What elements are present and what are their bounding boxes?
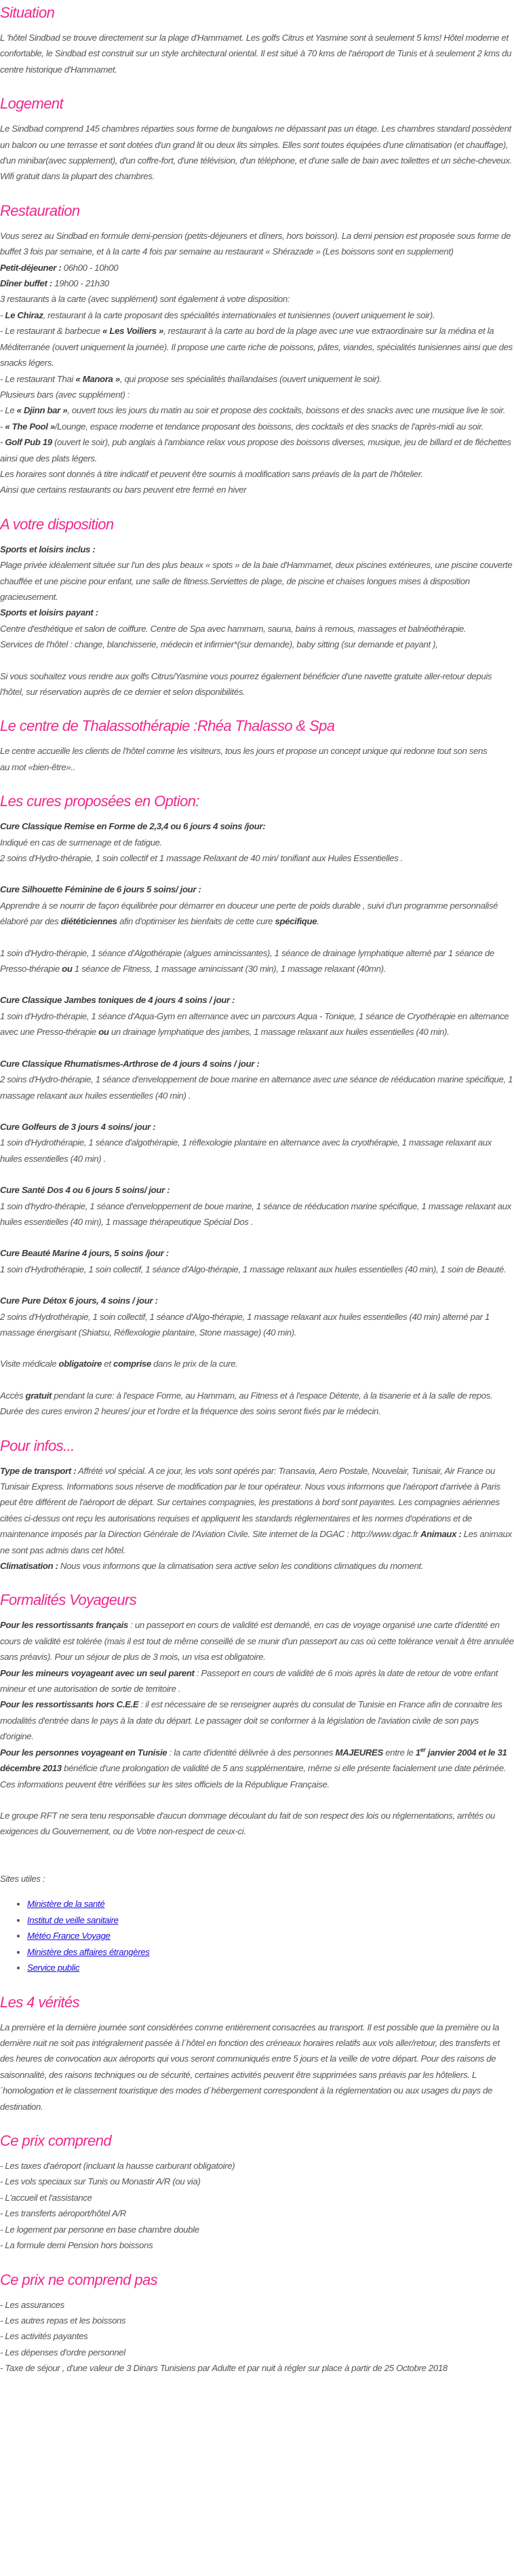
cure-name: Cure Classique Remise en Forme de 2,3,4 ou 6 jours 4 soins /jour: (0, 821, 266, 832)
cure-name: Cure Pure Détox 6 jours, 4 soins / jour : (0, 1295, 158, 1306)
paid-label (0, 605, 514, 620)
paid-label-text: Sports et loisirs payant : (0, 607, 98, 618)
useful-sites-list (0, 1896, 514, 1976)
list-item (27, 1928, 514, 1944)
link-ministere-sante[interactable]: Ministère de la santé (27, 1899, 105, 1910)
list-item: - L'accueil et l'assistance (0, 2192, 92, 2203)
list-item: - Les dépenses d'ordre personnel (0, 2347, 125, 2357)
golf-shuttle-text: Si vous souhaitez vous rendre aux golfs Citrus/Yasmine vous pourrez également bénéficier d'une navette gratuite aller-retour depuis l'hôtel, sur réservation auprès de ce dernier et selon disponibilités. (0, 670, 492, 697)
list-item: - Les transferts aéroport/hôtel A/R (0, 2208, 126, 2219)
link-institut-veille-sanitaire[interactable]: Institut de veille sanitaire (27, 1914, 119, 1925)
cure-item (0, 1293, 514, 1340)
restaurant-desc: , restaurant à la carte proposant des spécialités internationales et tunisiennes (ouvert uniquement le soir). (43, 309, 435, 320)
restaurant-chiraz (0, 307, 514, 323)
restaurant-name: « Les Voiliers » (102, 326, 164, 337)
label: Pour les ressortissants français (0, 1620, 128, 1631)
cure-name: Cure Silhouette Féminine de 6 jours 5 soins/ jour : (0, 884, 201, 895)
section-restauration (0, 198, 514, 498)
list-item (27, 1896, 514, 1912)
medical-visit-note (0, 1356, 514, 1371)
animals-label: Animaux : (420, 1529, 462, 1540)
section-title-prix-comprend: Ce prix comprend (0, 2132, 112, 2150)
text: Apprendre à se nourrir de façon équilibrée pour démarrer en douceur une perte de poids durable , suivi d'un programme personnalisé élaboré par des (0, 900, 498, 927)
emphasis: comprise (113, 1359, 151, 1369)
services-text: Services de l'hôtel : change, blanchisserie, médecin et infirmier*(sur demande), baby sitting (sur demande et payant ), (0, 639, 438, 650)
label: Pour les ressortissants hors C.E.E (0, 1699, 139, 1710)
cure-item (0, 992, 514, 1040)
emphasis: ou (62, 964, 73, 974)
bar-desc: /Lounge, espace moderne et tendance proposant des boissons, des cocktails et des snacks de l'après-midi au soir. (54, 421, 483, 432)
cure-item (0, 1182, 514, 1230)
bar-name: Golf Pub 19 (5, 437, 52, 448)
list-item (27, 1912, 514, 1929)
restaurant-name: Le Chiraz (5, 309, 43, 320)
sites-label: Sites utiles : (0, 1873, 45, 1884)
list-item: - Taxe de séjour , d'une valeur de 3 Dinars Tunisiens par Adulte et par nuit à régler sur place à partir de 25 Octobre 2018 (0, 2363, 448, 2374)
free-access-note (0, 1388, 514, 1420)
text: . (317, 916, 319, 927)
text: pendant la cure: à l'espace Forme, au Hammam, au Fitness et à l'espace Détente, à la tisanerie et à la salle de repos. Durée des cures environ 2 heures/ jour et l'ordre et la fréquence des soins seront fixés par le médecin. (0, 1390, 493, 1417)
hours-note: Les horaires sont donnés à titre indicatif et peuvent être soumis à modification sans préavis de la part de l'hôtelier. (0, 468, 423, 479)
text: dans le prix de la cure. (151, 1359, 238, 1369)
prefix: - Le restaurant & barbecue (0, 326, 103, 337)
included-label-text: Sports et loisirs inclus : (0, 544, 96, 554)
text: 1 soin d'Hydro-thérapie, 1 séance d'Algothérapie (algues amincissantes), 1 séance de drainage lymphatique alterné par 1 séance de Presso-thérapie (0, 947, 494, 974)
spacer (0, 1277, 514, 1293)
section-verites (0, 1990, 514, 2115)
text: et (102, 1359, 114, 1369)
section-title-prix-ne-comprend-pas: Ce prix ne comprend pas (0, 2271, 157, 2288)
spacer (0, 1167, 514, 1182)
cure-name: Cure Classique Rhumatismes-Arthrose de 4 jours 4 soins / jour : (0, 1058, 260, 1069)
list-item: - Le logement par personne en base chambre double (0, 2224, 199, 2235)
cure-item (0, 882, 514, 977)
dinner-hours (0, 276, 514, 291)
spacer (0, 1040, 514, 1056)
text: Visite médicale (0, 1359, 59, 1369)
restaurant-desc: , restaurant à la carte au bord de la plage avec une vue extraordinaire sur la médina et la Méditerranée (ouvert uniquement la journée). Il propose une carte riche de poissons, pâtes, viandes, spécialités tunisiennes ainsi que des snacks légers. (0, 326, 513, 368)
emphasis: spécifique (275, 916, 317, 927)
emphasis: obligatoire (58, 1359, 102, 1369)
dash: - (0, 309, 5, 320)
prefix: - (0, 437, 5, 448)
bars-intro: Plusieurs bars (avec supplément) : (0, 389, 130, 400)
thalasso-line-1: Le centre accueille les clients de l'hôtel comme les visiteurs, tous les jours et propose un concept unique qui redonne tout son sens (0, 746, 488, 757)
label: Pour les mineurs voyageant avec un seul parent (0, 1667, 195, 1678)
section-prix-comprend (0, 2128, 514, 2253)
restaurants-intro: 3 restaurants à la carte (avec supplément) sont également à votre disposition: (0, 294, 290, 305)
text: 1 soin d'Hydro-thérapie, 1 séance d'Aqua-Gym en alternance avec un parcours Aqua - Tonique, 1 séance de Cryothérapie en alternance avec une Presso-thérapie (0, 1010, 509, 1038)
spacer (0, 866, 514, 882)
section-situation (0, 0, 514, 77)
list-item: - Les autres repas et les boissons (0, 2315, 126, 2326)
spacer (0, 1792, 514, 1808)
list-item: - Les assurances (0, 2299, 64, 2310)
list-item: - La formule demi Pension hors boissons (0, 2240, 153, 2251)
list-item: - Les taxes d'aéroport (incluant la hausse carburant obligatoire) (0, 2161, 235, 2172)
section-title-logement: Logement (0, 95, 64, 113)
text: entre le (382, 1747, 416, 1758)
list-item: - Les activités payantes (0, 2331, 88, 2342)
included-label (0, 542, 514, 557)
cure-intro (0, 898, 514, 930)
link-meteo-france-voyage[interactable]: Météo France Voyage (27, 1931, 111, 1942)
restauration-intro: Vous serez au Sindbad en formule demi-pension (petits-déjeuners et dîners, hors boisson). La demi pension est proposée sous forme de buffet 3 fois par semaine, et à la carte 4 fois par semaine au restaurant « Shérazade » (Les boissons sont en supplement) (0, 230, 511, 257)
list-item (27, 1944, 514, 1961)
cure-detail (0, 945, 514, 977)
section-title-cures: Les cures proposées en Option: (0, 793, 199, 810)
bar-desc: , ouvert tous les jours du matin au soir et propose des cocktails, boissons et des snacks avec une musique live le soir. (67, 405, 506, 416)
formalites-non-cee (0, 1697, 514, 1744)
cure-name: Cure Golfeurs de 3 jours 4 soins/ jour : (0, 1121, 156, 1132)
cure-detail (0, 1008, 514, 1040)
disclaimer: Le groupe RFT ne sera tenu responsable d'aucun dommage découlant du fait de son respect des lois ou réglementations, arrêtés ou exigences du Gouvernement, ou de Votre non-respect de ceux-ci. (0, 1810, 496, 1837)
cure-detail: 2 soins d'Hydrothérapie, 1 soin collectif, 1 séance d'Algo-thérapie, 1 massage relaxant aux huiles essentielles (40 min) alterné par 1 massage énergisant (Shiatsu, Réflexologie plantaire, Stone massage) (40 min). (0, 1311, 490, 1338)
text: : un passeport en cours de validité est demandé, en cas de voyage organisé une carte d'identité en cours de validité est tolérée (mais il est tout de même conseillé de se munir d'un passeport au cas où cette tolérance venait à être annulée sans préavis). Pour un séjour de plus de 3 mois, un visa est obligatoire. (0, 1620, 514, 1663)
section-logement (0, 91, 514, 185)
bar-name: « Djinn bar » (16, 405, 68, 416)
bar-name: « The Pool » (5, 421, 55, 432)
bar-desc: (ouvert le soir), pub anglais à l'ambiance relax vous propose des boissons diverses, musique, jeu de billard et de fléchettes ainsi que des plats légers. (0, 437, 511, 463)
formalites-tunisia (0, 1745, 514, 1792)
prefix: - Le (0, 405, 17, 416)
situation-text: L 'hôtel Sindbad se trouve directement sur la plage d'Hammamet. Les golfs Citrus et Yasmine sont à seulement 5 kms! Hôtel moderne et confortable, le Sindbad est construit sur un style architectural oriental. Il est situé à 70 kms de l'aéroport de Tunis et à seulement 2 kms du centre historique d'Hammamet. (0, 33, 512, 75)
section-thalasso (0, 713, 514, 775)
spacer (0, 1340, 514, 1356)
clim-text: Nous vous informons que la climatisation sera active selon les conditions climatiques du moment. (58, 1561, 424, 1572)
text: 1 séance de Fitness, 1 massage amincissant (30 min), 1 massage relaxant (40mn). (72, 964, 386, 974)
bar-pool (0, 419, 514, 434)
section-title-infos: Pour infos... (0, 1437, 75, 1454)
cure-item (0, 1119, 514, 1167)
thalasso-line-2: au mot «bien-être».. (0, 761, 76, 772)
spacer (0, 653, 514, 668)
link-ministere-affaires-etrangeres[interactable]: Ministère des affaires étrangères (27, 1946, 150, 1957)
superscript: er (420, 1746, 426, 1754)
prefix: - Le restaurant Thai (0, 373, 76, 384)
section-title-situation: Situation (0, 4, 55, 21)
emphasis: gratuit (25, 1390, 52, 1401)
section-cures (0, 789, 514, 1419)
cure-detail: 2 soins d'Hydro-thérapie, 1 séance d'enveloppement de boue marine en alternance avec une séance de rééducation marine spécifique, 1 massage relaxant aux huiles essentielles (40 min) . (0, 1074, 513, 1101)
spacer (0, 977, 514, 992)
link-service-public[interactable]: Service public (27, 1963, 80, 1973)
animals-text: Les animaux ne sont pas admis dans cet hôtel. (0, 1529, 512, 1555)
cure-item (0, 818, 514, 866)
section-prix-ne-comprend-pas (0, 2267, 514, 2376)
spacer (0, 1372, 514, 1388)
prefix: - (0, 421, 5, 432)
cure-detail: Indiqué en cas de surmenage et de fatigue. (0, 837, 162, 848)
included-text: Plage privée idéalement située sur l'un des plus beaux « spots » de la baie d'Hammamet, deux piscines extérieures, une piscine couverte chauffée et une piscine pour enfant, une salle de fitness.Serviettes de plage, de piscine et chaises longues mises à disposition gracieusement. (0, 560, 513, 602)
section-disposition (0, 512, 514, 700)
restaurant-manora (0, 371, 514, 387)
emphasis: diététiciennes (60, 916, 117, 927)
transport-label: Type de transport : (0, 1465, 77, 1476)
cure-name: Cure Beauté Marine 4 jours, 5 soins /jour : (0, 1248, 169, 1259)
text: : la carte d'identité délivrée à des personnes (167, 1747, 336, 1758)
section-title-formalites: Formalités Voyageurs (0, 1591, 137, 1609)
section-title-disposition: A votre disposition (0, 515, 114, 533)
spacer (0, 1103, 514, 1119)
cure-item (0, 1245, 514, 1277)
text: : il est nécessaire de se renseigner auprès du consulat de Tunisie en France afin de connaitre les modalités d'entrée dans le pays à la date du départ. Le passager doit se conformer à la législation de l'aviation civile de son pays d'origine. (0, 1699, 502, 1742)
dinner-value: 19h00 - 21h30 (52, 278, 109, 289)
section-title-thalasso: Le centre de Thalassothérapie :Rhéa Thalasso & Spa (0, 717, 335, 735)
bar-golf-pub (0, 434, 514, 466)
spacer (0, 1840, 514, 1855)
infos-text (0, 1463, 514, 1574)
breakfast-hours (0, 260, 514, 276)
label: Pour les personnes voyageant en Tunisie (0, 1747, 167, 1758)
formalites-minors (0, 1665, 514, 1697)
cure-name: Cure Santé Dos 4 ou 6 jours 5 soins/ jour : (0, 1185, 170, 1196)
section-title-verites: Les 4 vérités (0, 1993, 79, 2011)
section-formalites (0, 1587, 514, 1975)
breakfast-value: 06h00 - 10h00 (61, 262, 119, 273)
formalites-french (0, 1617, 514, 1665)
text: afin d'optimiser les bienfaits de cette cure (117, 916, 275, 927)
emphasis: MAJEURES (335, 1747, 383, 1758)
cure-detail: 1 soin d'Hydrothérapie, 1 séance d'algothérapie, 1 réflexologie plantaire en alternance avec la cryothérapie, 1 massage relaxant aux huiles essentielles (40 min) . (0, 1137, 492, 1164)
winter-note: Ainsi que certains restaurants ou bars peuvent etre fermé en hiver (0, 485, 247, 495)
section-title-restauration: Restauration (0, 202, 80, 219)
cure-name: Cure Classique Jambes toniques de 4 jours 4 soins / jour : (0, 995, 235, 1006)
list-item: - Les vols speciaux sur Tunis ou Monastir A/R (ou via) (0, 2176, 201, 2187)
transport-text: Affrété vol spécial. A ce jour, les vols sont opérés par: Transavia, Aero Postale, Nouvelair, Tunisair, Air France ou Tunisair Express. Informations sous réserve de modification par le tour opérateur. Nous vous informons que l'aéroport d'arrivée à Paris peut être différent de l'aéroport de départ. Sur certaines compagnies, les prestations à bord sont payantes. Les compagnies aériennes citées ci-dessus ont reçu les autorisations requises et appliquent les standards réglementaires et les normes d'opérations et de maintenance imposés par la Direction Générale de l'Aviation Civile. Site internet de la DGAC : http://www.dgac.fr (0, 1465, 500, 1540)
text: janvier 2004 et le 31 décembre 2013 (0, 1747, 507, 1774)
text: un drainage lymphatique des jambes, 1 massage relaxant aux huiles essentielles (40 min). (108, 1027, 450, 1038)
cure-item (0, 1056, 514, 1103)
breakfast-label: Petit-déjeuner : (0, 262, 62, 273)
logement-text: Le Sindbad comprend 145 chambres réparties sous forme de bungalows ne dépassant pas un étage. Les chambres standard possèdent un balcon ou une terrasse et sont dotées d'un grand lit ou deux lits simples. Elles sont toutes équipées d'une climatisation (et chauffage), d'un minibar(avec supplement), d'un coffre-fort, d'une télévision, d'un téléphone, et d'une salle de bain avec toilettes et un sèche-cheveux. Wifi gratuit dans la plupart des chambres. (0, 124, 512, 182)
bar-djinn (0, 402, 514, 418)
text: Accès (0, 1390, 26, 1401)
text: 1 (415, 1747, 420, 1758)
section-infos (0, 1433, 514, 1574)
text: bénéficie d'une prolongation de validité de 5 ans supplémentaire, même si elle présente facialement une date périmée. Ces informations peuvent être vérifiées sur les sites officiels de la République Française. (0, 1763, 507, 1789)
clim-label: Climatisation : (0, 1561, 58, 1572)
verites-text: La première et la dernière journée sont considérées comme entièrement consacrées au transport. Il est possible que la première ou la dernière nuit ne soit pas intégralement passée à l´hôtel en fonction des créneaux horaires relatifs aux vols aller/retour, des transferts et des heures de convocation aux aéroports qui vous seront communiqués entre 5 jours et la veille de votre départ. Pour des raisons de saisonnalité, des raisons techniques ou de sécurité, certaines activités peuvent être supprimées sans préavis par les hôteliers. L´homologation et le classement touristique des modes d´hébergement correspondent à la réglementation ou aux usages du pays de destination. (0, 2022, 500, 2112)
cure-detail: 1 soin d'hydro-thérapie, 1 séance d'enveloppement de boue marine, 1 séance de rééducation marine spécifique, 1 massage relaxant aux huiles essentielles (40 min), 1 massage thérapeutique Spécial Dos . (0, 1200, 511, 1227)
restaurant-desc: , qui propose ses spécialités thaïlandaises (ouvert uniquement le soir). (119, 373, 382, 384)
restaurant-name: « Manora » (75, 373, 120, 384)
cure-detail: 2 soins d'Hydro-thérapie, 1 soin collectif et 1 massage Relaxant de 40 min/ tonifiant aux Huiles Essentielles . (0, 853, 403, 864)
dinner-label: Dîner buffet : (0, 278, 52, 289)
restaurant-voiliers (0, 323, 514, 371)
spacer (0, 1855, 514, 1871)
spacer (0, 930, 514, 945)
cure-detail: 1 soin d'Hydrothérapie, 1 soin collectif, 1 séance d'Algo-thérapie, 1 massage relaxant aux huiles essentielles (40 min), 1 soin de Beauté. (0, 1264, 507, 1274)
text: : Passeport en cours de validité de 6 mois après la date de retour de votre enfant mineur et une autorisation de sortie de territoire . (0, 1667, 498, 1694)
emphasis: ou (98, 1027, 109, 1038)
list-item (27, 1960, 514, 1976)
spacer (0, 1230, 514, 1245)
paid-text: Centre d'esthétique et salon de coiffure. Centre de Spa avec hammam, sauna, bains à remous, massages et balnéothérapie. (0, 623, 467, 634)
